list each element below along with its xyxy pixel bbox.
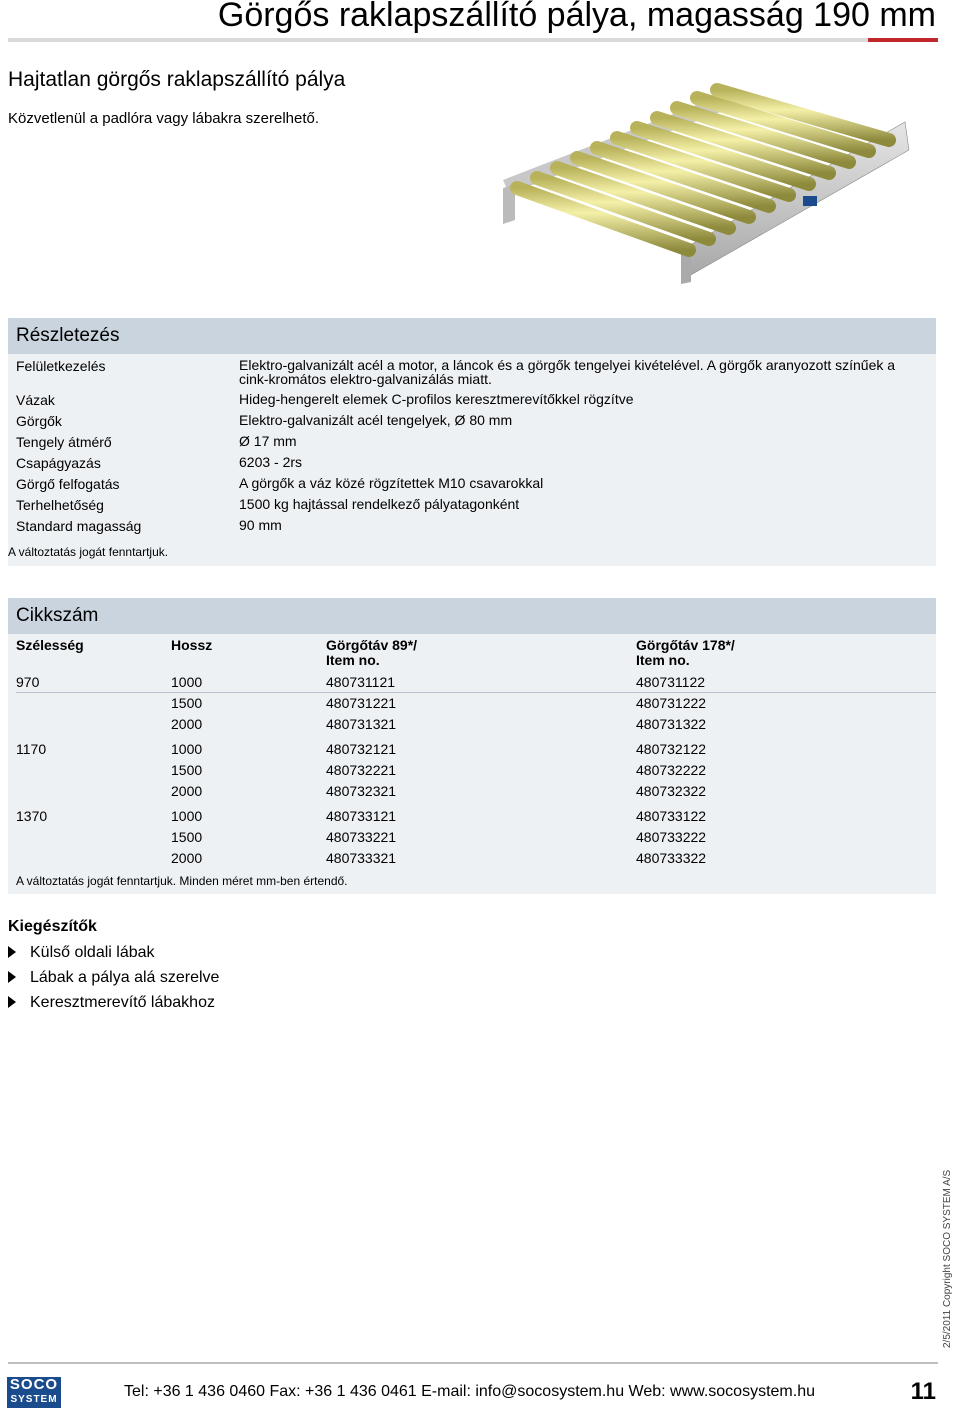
- footer-contact: Tel: +36 1 436 0460 Fax: +36 1 436 0461 E-mail: info@socosystem.hu Web: www.socosystem.hu: [124, 1383, 815, 1400]
- cell-length: 2000: [171, 716, 203, 732]
- col-header-pitch-89-line1: Görgőtáv 89*/: [326, 637, 418, 653]
- col-header-length: Hossz: [171, 637, 213, 653]
- cell-item-89: 480733221: [326, 829, 397, 845]
- detail-value: Elektro-galvanizált acél a motor, a láncok és a görgők tengelyei kivételével. A görgők aranyozott színűek a cink-kromátos elektro-galvanizálás miatt.: [239, 357, 896, 387]
- cell-item-178: 480732222: [636, 762, 707, 778]
- items-heading: Cikkszám: [8, 598, 936, 634]
- detail-label: Terhelhetőség: [16, 497, 104, 513]
- cell-length: 1000: [171, 741, 203, 757]
- cell-item-89: 480731121: [326, 674, 396, 690]
- detail-label: Standard magasság: [16, 518, 142, 534]
- accessory-label: Lábak a pálya alá szerelve: [30, 969, 220, 986]
- cell-item-89: 480732221: [326, 762, 397, 778]
- accessory-item[interactable]: [8, 969, 219, 987]
- cell-length: 2000: [171, 850, 203, 866]
- cell-length: 2000: [171, 783, 203, 799]
- copyright-text: 2/5/2011 Copyright SOCO SYSTEM A/S: [942, 1169, 953, 1348]
- detail-value: Hideg-hengerelt elemek C-profilos keresztmerevítőkkel rögzítve: [239, 391, 634, 407]
- cell-item-178: 480732322: [636, 783, 707, 799]
- col-header-pitch-178-line1: Görgőtáv 178*/: [636, 637, 735, 653]
- cell-item-89: 480731221: [326, 695, 397, 711]
- page-title: Görgős raklapszállító pálya, magasság 190 mm: [217, 0, 936, 34]
- footer-divider: [8, 1362, 938, 1364]
- detail-label: Felületkezelés: [16, 358, 106, 374]
- detail-value: 6203 - 2rs: [239, 454, 303, 470]
- detail-value: Ø 17 mm: [239, 433, 297, 449]
- cell-item-89: 480733121: [326, 808, 397, 824]
- cell-item-178: 480731322: [636, 716, 707, 732]
- cell-length: 1000: [171, 808, 203, 824]
- logo-text-bottom: SYSTEM: [10, 1394, 58, 1405]
- page-number: 11: [910, 1378, 936, 1405]
- cell-length: 1000: [171, 674, 203, 690]
- product-description: Közvetlenül a padlóra vagy lábakra szerelhető.: [8, 110, 320, 127]
- cell-item-178: 480733222: [636, 829, 707, 845]
- item-number-panel: [8, 598, 936, 894]
- cell-width: 1370: [16, 808, 48, 824]
- cell-item-89: 480731321: [326, 716, 397, 732]
- detail-value: A görgők a váz közé rögzítettek M10 csavarokkal: [239, 475, 544, 491]
- copyright-note: [942, 1168, 956, 1348]
- accessory-item[interactable]: [8, 994, 215, 1012]
- cell-length: 1500: [171, 762, 203, 778]
- cell-item-178: 480731122: [636, 674, 706, 690]
- detail-label: Görgők: [16, 413, 62, 429]
- col-header-width: Szélesség: [16, 637, 84, 653]
- cell-item-178: 480732122: [636, 741, 707, 757]
- items-footnote: A változtatás jogát fenntartjuk. Minden méret mm-ben értendő.: [16, 874, 348, 888]
- col-header-pitch-178: [636, 638, 735, 668]
- cell-length: 1500: [171, 695, 203, 711]
- detail-label: Csapágyazás: [16, 455, 101, 471]
- row-divider: [16, 692, 936, 693]
- col-header-pitch-89: [326, 638, 417, 668]
- roller-conveyor-image: [495, 70, 935, 285]
- title-divider: [8, 38, 938, 42]
- title-accent: [868, 38, 938, 42]
- detail-label: Vázak: [16, 392, 55, 408]
- rollers: [517, 90, 889, 250]
- arrow-right-icon: [8, 996, 16, 1008]
- accessory-label: Keresztmerevítő lábakhoz: [30, 994, 215, 1011]
- soco-system-logo: [7, 1377, 61, 1408]
- cell-item-178: 480733322: [636, 850, 707, 866]
- detail-value: 1500 kg hajtással rendelkező pályatagonként: [239, 496, 520, 512]
- cell-item-89: 480732121: [326, 741, 397, 757]
- col-header-pitch-178-line2: Item no.: [636, 652, 690, 668]
- arrow-right-icon: [8, 971, 16, 983]
- detail-value: 90 mm: [239, 517, 282, 533]
- accessories-heading: Kiegészítők: [8, 918, 97, 935]
- detail-label: Görgő felfogatás: [16, 476, 120, 492]
- cell-width: 970: [16, 674, 40, 690]
- accessory-item[interactable]: [8, 944, 155, 962]
- detail-value: Elektro-galvanizált acél tengelyek, Ø 80 mm: [239, 412, 513, 428]
- cell-item-178: 480733122: [636, 808, 707, 824]
- cell-item-89: 480733321: [326, 850, 397, 866]
- logo-text-top: SOCO: [9, 1376, 59, 1393]
- accessory-label: Külső oldali lábak: [30, 944, 155, 961]
- arrow-right-icon: [8, 946, 16, 958]
- details-panel: [8, 318, 936, 566]
- col-header-pitch-89-line2: Item no.: [326, 652, 380, 668]
- cell-length: 1500: [171, 829, 203, 845]
- details-heading: Részletezés: [8, 318, 936, 354]
- cell-item-89: 480732321: [326, 783, 397, 799]
- details-footnote: A változtatás jogát fenntartjuk.: [8, 545, 169, 559]
- cell-item-178: 480731222: [636, 695, 707, 711]
- detail-label: Tengely átmérő: [16, 434, 112, 450]
- cell-width: 1170: [16, 741, 47, 757]
- product-subtitle: Hajtatlan görgős raklapszállító pálya: [8, 68, 346, 91]
